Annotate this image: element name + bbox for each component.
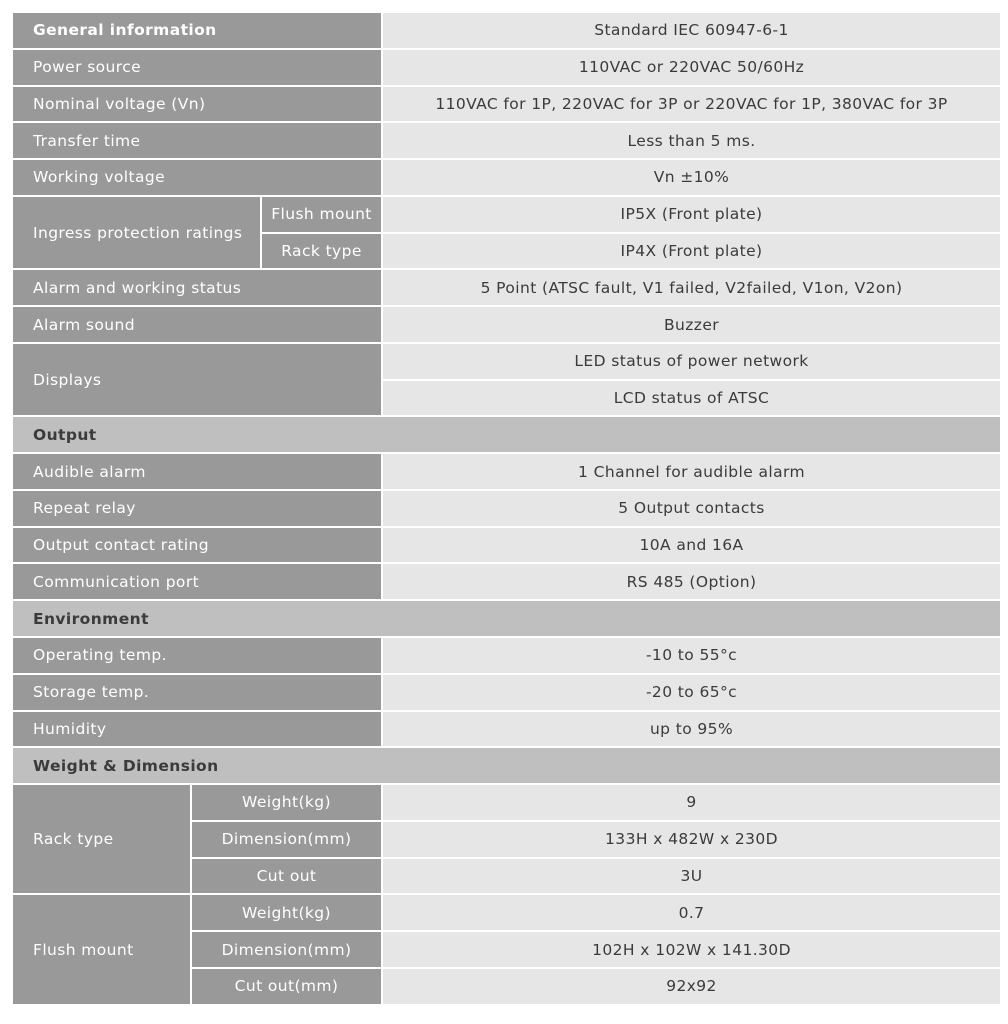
table-row (12, 49, 1001, 86)
flush-cutout-value: 92x92 (382, 968, 1001, 1005)
flush-mount-label: Flush mount (12, 894, 191, 1005)
rack-cutout-label: Cut out (191, 858, 382, 895)
section-title-general: General information (12, 12, 382, 49)
spec-label: Repeat relay (12, 490, 382, 527)
rack-type-label: Rack type (12, 784, 191, 894)
spec-label: Humidity (12, 711, 382, 748)
table-row (12, 711, 1001, 748)
spec-table (11, 11, 1002, 1006)
ingress-flush-value: IP5X (Front plate) (382, 196, 1001, 233)
section-title-environment: Environment (12, 600, 1001, 637)
spec-label: Communication port (12, 563, 382, 600)
spec-value: 1 Channel for audible alarm (382, 453, 1001, 490)
table-row (12, 453, 1001, 490)
table-row (12, 527, 1001, 564)
ingress-rack-label: Rack type (261, 233, 382, 270)
spec-label: Alarm sound (12, 306, 382, 343)
rack-dimension-label: Dimension(mm) (191, 821, 382, 858)
section-title-output: Output (12, 416, 1001, 453)
spec-value: RS 485 (Option) (382, 563, 1001, 600)
spec-label: Storage temp. (12, 674, 382, 711)
spec-value: 5 Point (ATSC fault, V1 failed, V2failed, V1on, V2on) (382, 269, 1001, 306)
table-row (12, 306, 1001, 343)
rack-cutout-value: 3U (382, 858, 1001, 895)
spec-value: 110VAC for 1P, 220VAC for 3P or 220VAC for 1P, 380VAC for 3P (382, 86, 1001, 123)
spec-label: Output contact rating (12, 527, 382, 564)
spec-value: -20 to 65°c (382, 674, 1001, 711)
spec-value: 110VAC or 220VAC 50/60Hz (382, 49, 1001, 86)
displays-label: Displays (12, 343, 382, 417)
spec-value: Buzzer (382, 306, 1001, 343)
spec-value: 10A and 16A (382, 527, 1001, 564)
table-row (12, 269, 1001, 306)
displays-lcd-value: LCD status of ATSC (382, 380, 1001, 417)
table-row (12, 86, 1001, 123)
ingress-flush-label: Flush mount (261, 196, 382, 233)
table-row (12, 894, 1001, 931)
spec-value: up to 95% (382, 711, 1001, 748)
spec-label: Audible alarm (12, 453, 382, 490)
section-general-row (12, 12, 1001, 49)
table-row (12, 674, 1001, 711)
flush-dimension-value: 102H x 102W x 141.30D (382, 931, 1001, 968)
section-output-row (12, 416, 1001, 453)
standard-value: Standard IEC 60947-6-1 (382, 12, 1001, 49)
table-row (12, 159, 1001, 196)
section-environment-row (12, 600, 1001, 637)
displays-led-value: LED status of power network (382, 343, 1001, 380)
spec-value: Vn ±10% (382, 159, 1001, 196)
flush-cutout-label: Cut out(mm) (191, 968, 382, 1005)
table-row (12, 196, 1001, 233)
spec-label: Transfer time (12, 122, 382, 159)
spec-label: Operating temp. (12, 637, 382, 674)
spec-value: Less than 5 ms. (382, 122, 1001, 159)
spec-label: Nominal voltage (Vn) (12, 86, 382, 123)
spec-value: 5 Output contacts (382, 490, 1001, 527)
ingress-rack-value: IP4X (Front plate) (382, 233, 1001, 270)
spec-label: Alarm and working status (12, 269, 382, 306)
section-weight-row (12, 747, 1001, 784)
spec-value: -10 to 55°c (382, 637, 1001, 674)
spec-label: Power source (12, 49, 382, 86)
rack-weight-label: Weight(kg) (191, 784, 382, 821)
spec-label: Working voltage (12, 159, 382, 196)
section-title-weight: Weight & Dimension (12, 747, 1001, 784)
flush-weight-value: 0.7 (382, 894, 1001, 931)
rack-weight-value: 9 (382, 784, 1001, 821)
rack-dimension-value: 133H x 482W x 230D (382, 821, 1001, 858)
table-row (12, 343, 1001, 380)
flush-weight-label: Weight(kg) (191, 894, 382, 931)
table-row (12, 784, 1001, 821)
table-row (12, 563, 1001, 600)
ingress-label: Ingress protection ratings (12, 196, 261, 270)
table-row (12, 122, 1001, 159)
table-row (12, 637, 1001, 674)
table-row (12, 490, 1001, 527)
flush-dimension-label: Dimension(mm) (191, 931, 382, 968)
